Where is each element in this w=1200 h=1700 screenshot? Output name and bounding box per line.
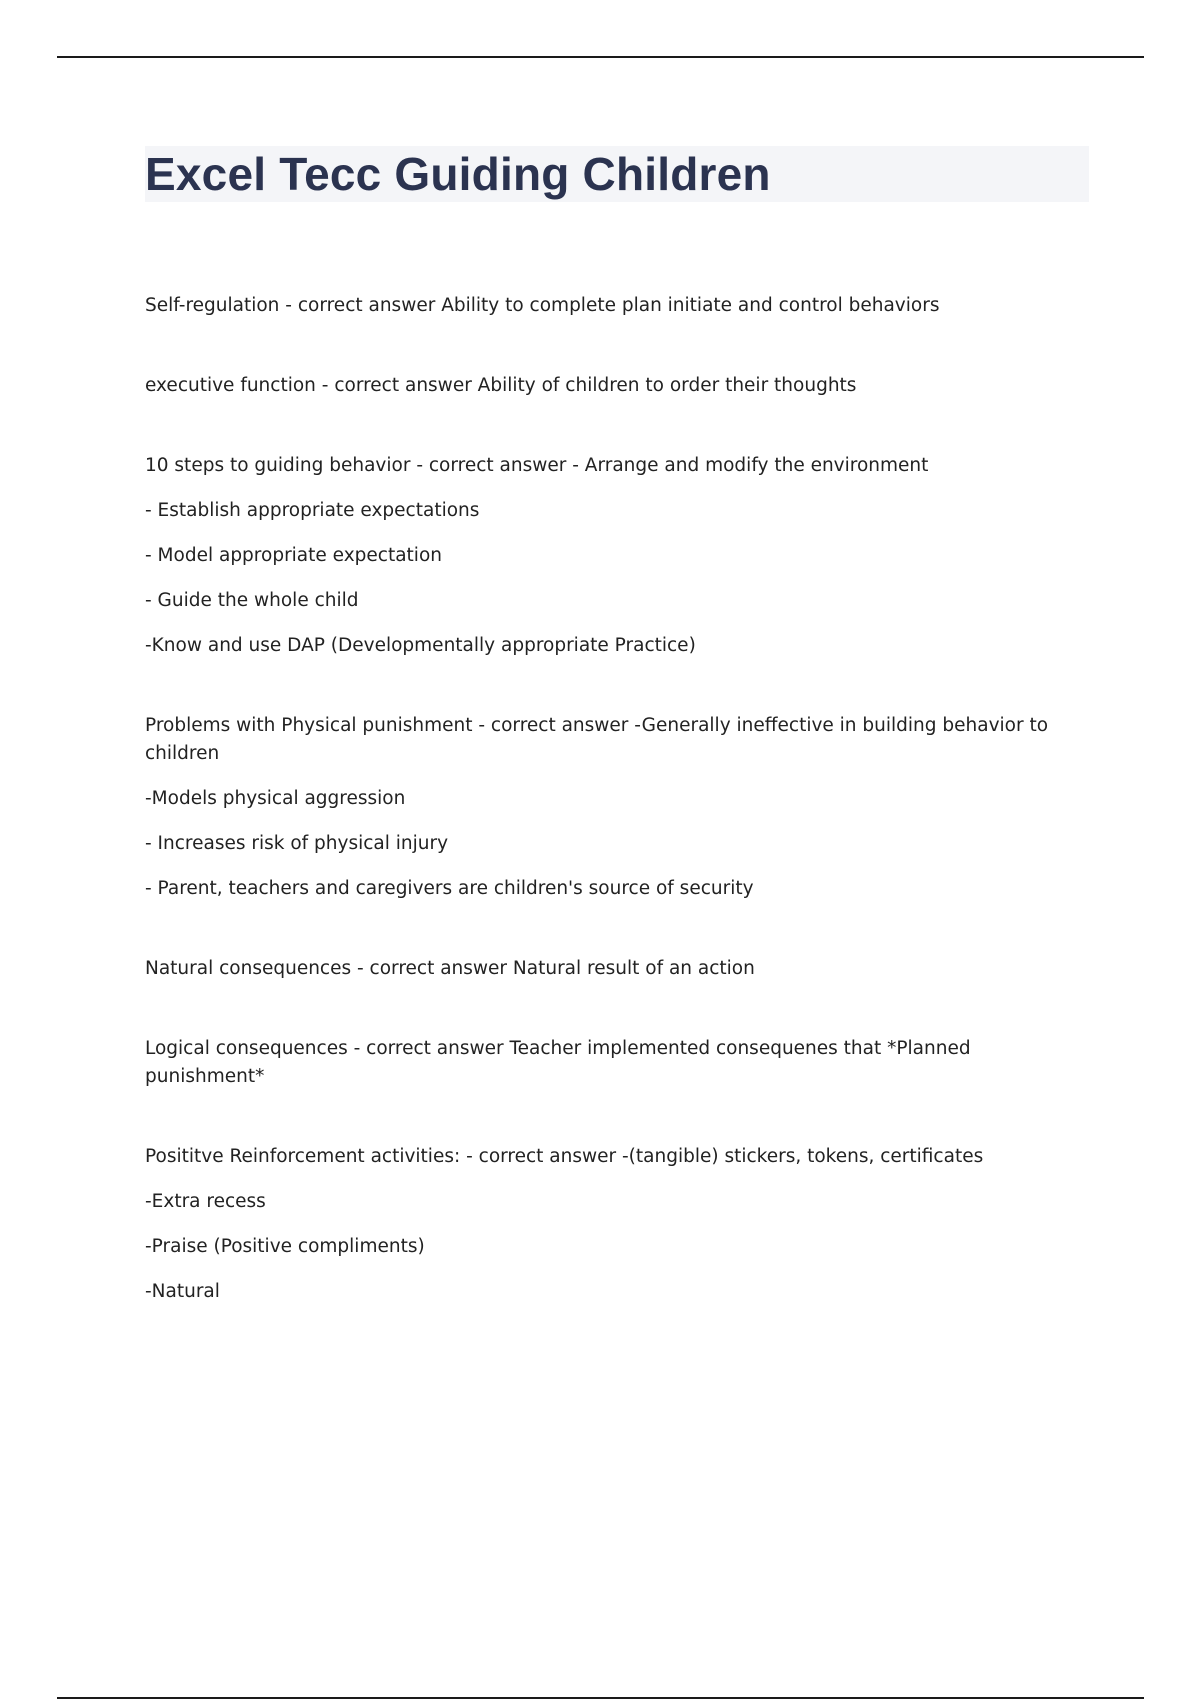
entry-line: - Establish appropriate expectations bbox=[145, 500, 480, 521]
entry-logical-consequences bbox=[145, 1035, 1080, 1091]
entry-line: Problems with Physical punishment - correct answer -Generally ineffective in building behavior to children bbox=[145, 715, 1049, 764]
entry-line: -Praise (Positive compliments) bbox=[145, 1236, 425, 1257]
document-body bbox=[145, 292, 1080, 1358]
entry-line: Natural consequences - correct answer Natural result of an action bbox=[145, 958, 755, 979]
entry-line: - Increases risk of physical injury bbox=[145, 833, 449, 854]
entry-line: - Parent, teachers and caregivers are children's source of security bbox=[145, 878, 754, 899]
entry-self-regulation bbox=[145, 292, 1080, 320]
entry-line: - Model appropriate expectation bbox=[145, 545, 442, 566]
entry-executive-function bbox=[145, 372, 1080, 400]
entry-line: Self-regulation - correct answer Ability to complete plan initiate and control behaviors bbox=[145, 295, 940, 316]
entry-guiding-behavior-steps bbox=[145, 452, 1080, 660]
entry-positive-reinforcement bbox=[145, 1143, 1080, 1306]
entry-line: executive function - correct answer Ability of children to order their thoughts bbox=[145, 375, 857, 396]
entry-line: -Models physical aggression bbox=[145, 788, 406, 809]
entry-line: 10 steps to guiding behavior - correct answer - Arrange and modify the environment bbox=[145, 455, 929, 476]
entry-line: -Know and use DAP (Developmentally appropriate Practice) bbox=[145, 635, 696, 656]
document-title: Excel Tecc Guiding Children bbox=[145, 148, 771, 200]
entry-line: Posititve Reinforcement activities: - correct answer -(tangible) stickers, tokens, certificates bbox=[145, 1146, 984, 1167]
entry-natural-consequences bbox=[145, 955, 1080, 983]
entry-physical-punishment bbox=[145, 712, 1080, 903]
entry-line: -Extra recess bbox=[145, 1191, 266, 1212]
entry-line: -Natural bbox=[145, 1281, 220, 1302]
bottom-rule bbox=[57, 1697, 1144, 1699]
entry-line: - Guide the whole child bbox=[145, 590, 359, 611]
top-rule bbox=[57, 56, 1144, 58]
entry-line: Logical consequences - correct answer Teacher implemented consequenes that *Planned punishment* bbox=[145, 1038, 971, 1087]
